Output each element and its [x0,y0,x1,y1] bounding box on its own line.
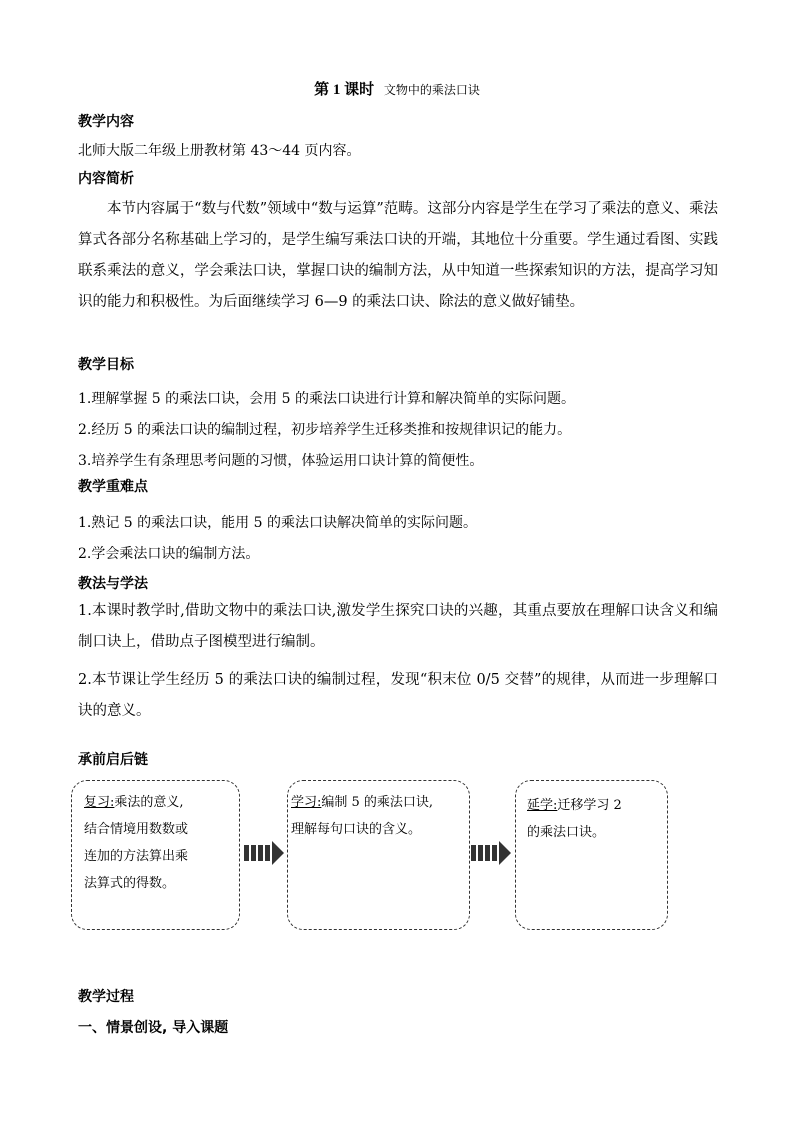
lesson-title [0,78,794,99]
goal-item: 2.经历 5 的乘法口诀的编制过程，初步培养学生迁移类推和按规律识记的能力。 [78,422,572,438]
summary-heading: 内容简析 [78,171,134,187]
keypoints-heading: 教学重难点 [78,479,148,495]
process-step-1: 一、情景创设, 导入课题 [78,1020,229,1036]
extend-label: 延学: [527,798,558,813]
learn-line: 编制 5 的乘法口诀, [321,795,434,810]
review-label: 复习: [84,795,115,810]
extend-box-text [527,792,622,846]
summary-paragraph: 本节内容属于“数与代数”领域中“数与运算”范畴。这部分内容是学生在学习了乘法的意义、乘法算式各部分名称基础上学习的，是学生编写乘法口诀的开端，其地位十分重要。学生通过看图、实践联系乘法的意义，学会乘法口诀，掌握口诀的编制方法，从中知道一些探索知识的方法，提高学习知识的能力和积极性。为后面继续学习 6—9 的乘法口诀、除法的意义做好铺垫。 [78,201,718,310]
lesson-name: 文物中的乘法口诀 [383,83,480,97]
goal-item: 3.培养学生有条理思考问题的习惯，体验运用口诀计算的简便性。 [78,453,484,469]
keypoint-item: 2.学会乘法口诀的编制方法。 [78,546,260,562]
methods-heading: 教法与学法 [78,576,148,592]
goals-heading: 教学目标 [78,357,134,373]
arrow-right-icon [471,841,511,865]
process-heading: 教学过程 [78,989,134,1005]
content-heading: 教学内容 [78,114,134,130]
extend-line: 迁移学习 2 [557,798,622,813]
learn-line: 理解每句口诀的含义。 [291,822,422,837]
method-item: 1.本课时教学时,借助文物中的乘法口诀,激发学生探究口诀的兴趣，其重点要放在理解口诀含义和编制口诀上，借助点子图模型进行编制。 [78,603,718,650]
lesson-number: 第 1 课时 [314,82,375,98]
review-box-text [84,789,188,897]
review-line: 结合情境用数数或 [84,822,189,837]
arrow-right-icon [244,841,284,865]
goal-item: 1.理解掌握 5 的乘法口诀，会用 5 的乘法口诀进行计算和解决简单的实际问题。 [78,391,575,407]
learn-box-text [291,789,433,843]
content-text: 北师大版二年级上册教材第 43～44 页内容。 [78,143,361,159]
review-line: 乘法的意义, [114,795,184,810]
review-line: 连加的方法算出乘 [84,849,189,864]
keypoint-item: 1.熟记 5 的乘法口诀，能用 5 的乘法口诀解决简单的实际问题。 [78,515,477,531]
review-line: 法算式的得数。 [84,876,176,891]
chain-heading: 承前启后链 [78,752,148,768]
method-item: 2.本节课让学生经历 5 的乘法口诀的编制过程，发现“积末位 0/5 交替”的规律，从而进一步理解口诀的意义。 [78,672,718,719]
extend-line: 的乘法口诀。 [527,825,606,840]
learn-label: 学习: [291,795,322,810]
